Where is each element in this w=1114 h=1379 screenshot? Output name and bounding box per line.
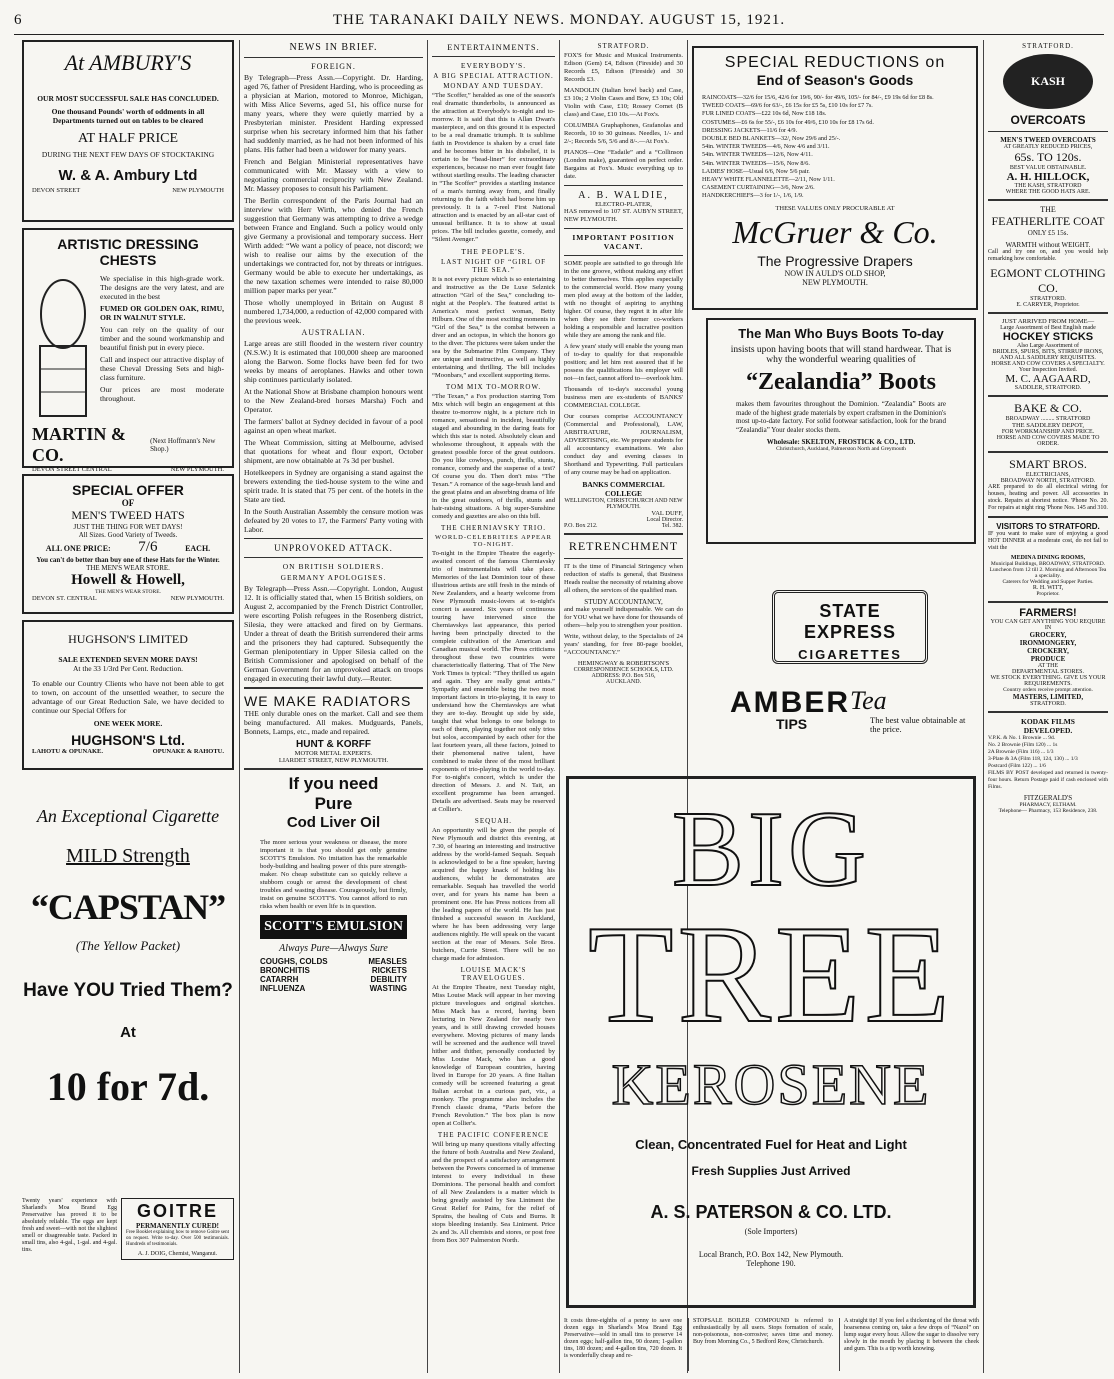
ambury-title: At AMBURY'S bbox=[64, 50, 192, 75]
column-2: NEWS IN BRIEF. FOREIGN. By Telegraph—Press Assn.—Copyright. Dr. Harding, aged 76, father of President Harding, who is proceeding as a physician at Marion, motored to Monroe, Michigan, with Miss Alice Severns, aged 51, his office nurse for many years, where they were quietly married by a Presbyterian minister. President Harding expressed surprise when his secretary informed him that his father had suddenly married, as he had not been informed of his plans. His father had been a widower for many years. French and Belgian Ministerial representatives have communicated with Mr. Massey with a view to negotiating commercial reciprocity with New Zealand. Mr. Massey proposes to consult his Parliament. The Berlin correspondent of the Paris Journal had an interview with Herr Wirth, who denied the French suggestion that Germany was attempting to drive a wedge between France and England. Such a policy would only give Germany a provisional and temporary success. Herr Wirth added: “We want a policy of peace, not discord; we wish to realise our aims by the execution of the undertakings we contracted for, not by threats or intrigues. Germany would be able to execute her undertakings, as the new taxation schemes were intended to raise 80,000 million paper marks per year.” Those wholly unemployed in Britain on August 8 numbered 1,734,000, a reduction of 42,000 compared with the previous week. AUSTRALIAN. Large areas are still flooded in the western river country (N.S.W.) It is estimated that 100,000 sheep are marooned along the Barwon. Some flocks have been fed for two weeks by means of aeroplanes. Hawks and other town ship continues particularly isolated. At the National Show at Brisbane champion honours went to the New Zealand-bred horses Marsha) Foch and Operator. The farmers' ballot at Sydney decided in favour of a pool against an open wheat market. The Wheat Commission, sitting at Melbourne, advised that quotations for wheat and flour export, October shipment, are now obtainable at 7s 3d per bushel. Hotelkeepers in Sydney are organising a stand against the brewers extending the tied-house system to the wine and spirit trade. It is stated that 75 per cent. of the hotels in the State are tied. In the South Australian Assembly the censure motion was defeated by 20 votes to 17, the Farmers' Party voting with Labor. UNPROVOKED ATTACK. ON BRITISH SOLDIERS. GERMANY APOLOGISES. By Telegraph—Press Assn.—Copyright. London, August 12. It is officially stated that, when 15 British soldiers, on August 2, accompanied by the French District Controller, were escorting Polish refugees in the Rosenberg district, Silesia, they were attacked and fired on by Germans. Under a threat of death the British surrendered their arms and the prisoners they had captured. Subsequently the German plenipotentiary in Upper Silesia called on the British Commissioner and apologised on behalf of the German Government for an unprovoked attack on troops engaged in executing their lawful duty.—Reuter. WE MAKE RADIATORS THE only durable ones on the market. Call and see them being manufactured. All makes. Mudguards, Panels, Bonnets, Lamps, etc., made and repaired. HUNT & KORFF MOTOR METAL EXPERTS. LIARDET STREET, NEW PLYMOUTH. If you need Pure Cod Liver Oil The more serious your weakness or disease, the more important it is that you should get only genuine SCOTT'S Emulsion. No imitation has the remarkable body-building and healing power of this pure strength-maker. No cheap substitute can so quickly relieve a stubborn cough or arrest the development of chest troubles and wasting disease. Courageously, but firmly, insist on genuine SCOTT'S. You cannot afford to run risks when health or even life is in question. SCOTT'S EMULSION Always Pure—Always Sure COUGHS, COLDS BRONCHITIS CATARRH INFLUENZA MEASLES RICKETS DEBILITY WASTING bbox=[244, 42, 423, 993]
ad-big-tree-kerosene: BIG TREE KEROSENE Clean, Concentrated Fuel for Heat and Light Fresh Supplies Just Arrived A. S. PATERSON & CO. LTD. (Sole Importers) Local Branch, P.O. Box 142, New Plymouth. Telephone 190. bbox=[566, 776, 976, 1308]
column-4: STRATFORD. FOX'S for Music and Musical Instruments. Edison (Gem) £4, Edison (Fireside) and 30 Records £5, Edison (Fireside) and 30 Records £3. MANDOLIN (Italian bowl back) and Case, £3 10s; 2 Violin Cases and Bow, £3 10s; Old Violin with Case, £10; Rossey Cornet (B class) and Case, £10 10s.—At Fox's. COLUMBIA Graphaphones, Grafanolas and Records, 10 to 30 guineas. Needles, 1/- and 2/-; Records 5/6, 5/6 and 8/-.—At Fox's. PIANOS—One “Esdaile” and a “Collinson (London make), guaranteed on perfect order. Bargains at Fox's. Music everything up to date. A. B. WALDIE, ELECTRO-PLATER, HAS removed to 107 ST. AUBYN STREET, NEW PLYMOUTH. IMPORTANT POSITION VACANT. SOME people are satisfied to go through life in the one groove, without making any effort to better themselves. This applies especially to the commercial world. How many young men plod away at the bottom of the ladder, with no thought of aspiring to anything higher. Of course, they regret it in after life when they see their former co-workers holding a responsible and lucrative position while they are among the rank and file. A few years' study will enable the young man of to-day to qualify for that responsible position; and let him rest assured that if he possess the qualifications his employer will not—in fact, cannot afford to—overlook him. Thousands of to-day's successful young business men are ex-students of BANKS' COMMERCIAL COLLEGE. Our courses comprise ACCOUNTANCY (Commercial and Professional), LAW, ARBITRATURE, JOURNALISM, ADVERTISING, etc. We prepare students for all accountancy examinations. We also conduct day and evening classes in Shorthand and Typewriting. Full particulars of any course may be had on application. BANKS COMMERCIAL COLLEGE WELLINGTON, CHRISTCHURCH AND NEW PLYMOUTH. VAL DUFF, Local Director. P.O. Box 212. Tel. 382. RETRENCHMENT IT is the time of Financial Stringency when reduction of staffs is general, that Business Heads realise the necessity of retaining above all others, the services of the qualified man. STUDY ACCOUNTANCY, and make yourself indispensable. We can do for YOU what we have done for thousands of others—help you to strengthen your position. Write, without delay, to the Specialists of 24 years' standing, for free 80-page booklet, “ACCOUNTANCY.” HEMINGWAY & ROBERTSON'S CORRESPONDENCE SCHOOLS, LTD. ADDRESS: P.O. Box 516, AUCKLAND. bbox=[564, 42, 684, 685]
dressing-chest-illustration bbox=[32, 274, 94, 424]
ad-martin: ARTISTIC DRESSING CHESTS We specialise in this high-grade work. The designs are the very latest, and are executed in the best FUMED OR GOLDEN OAK, RIMU, OR IN WALNUT STYLE. You can rely on the quality of our timber and the sound workmanship and beautiful finish put in every piece. Call and inspect our attractive display of these Cheval Dressing Sets and high-class furniture. Our prices are most moderate throughout. MARTIN & CO. (Next Hoffmann's New Shop.) DEVON STREET CENTRAL NEW PLYMOUTH. bbox=[22, 228, 234, 468]
ad-hunt-korff: WE MAKE RADIATORS THE only durable ones on the market. Call and see them being manufactured. All makes. Mudguards, Panels, Bonnets, Lamps, etc., made and repaired. HUNT & KORFF MOTOR METAL EXPERTS. LIARDET STREET, NEW PLYMOUTH. bbox=[244, 693, 423, 764]
ad-goitre: GOITRE PERMANENTLY CURED! Free Booklet explaining how to remove Goitre sent on request. Write to-day. Over 500 testimonials. Hundreds of testimonials. A. J. DOIG, Chemist, Wanganui. bbox=[121, 1198, 234, 1260]
ad-zealandia: The Man Who Buys Boots To-day insists upon having boots that will stand hardwear. That is why the wonderful wearing qualities of “Zealandia” Boots makes them favourites throughout the Dominion. “Zealandia” Boots are made of the highest grade materials by expert craftsmen in the Dominion's most up-to-date factory. For solid footwear satisfaction, look for the brand “Zealandia” Your dealer stocks them. Wholesale: SKELTON, FROSTICK & CO., LTD. Christchurch, Auckland, Palmerston North and Greymouth bbox=[706, 318, 976, 544]
ad-scotts: If you need Pure Cod Liver Oil The more serious your weakness or disease, the more important it is that you should get only genuine SCOTT'S Emulsion. No imitation has the remarkable body-building and healing power of this pure strength-maker. No cheap substitute can so quickly relieve a stubborn cough or arrest the development of chest troubles and wasting disease. Courageously, but firmly, insist on genuine SCOTT'S. You cannot afford to run risks when health or even life is in question. SCOTT'S EMULSION Always Pure—Always Sure COUGHS, COLDS BRONCHITIS CATARRH INFLUENZA MEASLES RICKETS DEBILITY WASTING bbox=[260, 774, 407, 993]
hillock-badge-icon: KASH bbox=[1003, 54, 1093, 109]
column-stratford: STRATFORD. KASH OVERCOATS MEN'S TWEED OVERCOATS AT GREATLY REDUCED PRICES, 65s. TO 120s. BEST VALUE OBTAINABLE. A. H. HILLOCK, THE KASH, STRATFORD WHERE THE GOOD HATS ARE. THE FEATHERLITE COAT ONLY £5 15s. WARMTH without WEIGHT. Call and try one on, and you would help remarking how comfortable. EGMONT CLOTHING CO. STRATFORD. E. CARRYER, Proprietor. JUST ARRIVED FROM HOME— Large Assortment of Best English made HOCKEY STICKS Also Large Assortment of BRIDLES, SPURS, BITS, STIRRUP IRONS, AND ALL SADDLERY REQUISITES. HORSE AND COW COVERS A SPECIALTY. Your Inspection Invited. M. C. AAGAARD, SADDLER, STRATFORD. BAKE & CO. BROADWAY ......... STRATFORD THE SADDLERY DEPOT, FOR WORKMANSHIP AND PRICE. HORSE AND COW COVERS MADE TO ORDER. SMART BROS. ELECTRICIANS, BROADWAY NORTH, STRATFORD. ARE prepared to do all electrical wiring for houses, heating and power. All accessories in stock. Repairs at shortest notice. 'Phone No. 20. For repairs at night ring 'Phone Nos. 145 and 310. VISITORS TO STRATFORD. IF you want to make sure of enjoying a good HOT DINNER at a moderate cost, do not fail to visit the MEDINA DINING ROOMS, Municipal Buildings, BROADWAY, STRATFORD. Luncheon from 12 till 2. Morning and Afternoon Tea a speciality. Caterers for Wedding and Supper Parties. R. H. WITT, Proprietor. FARMERS! YOU CAN GET ANYTHING YOU REQUIRE IN GROCERY, IRONMONGERY, CROCKERY, PRODUCE AT THE DEPARTMENTAL STORES. WE STOCK EVERYTHING. GIVE US YOUR REQUIREMENTS. Country orders receive prompt attention. MASTERS, LIMITED, STRATFORD. KODAK FILMS DEVELOPED. V.P.K. & No. 1 Brownie ... 9d. No. 2 Brownie (Film 120) ... 1s 2A Brownie (Film 116) ... 1/3 3-Plate & 3A (Film 118, 124, 130) ... 1/3 Postcard (Film 122) ... 1/6 FILMS BY POST developed and returned in twenty-four hours. Return Postage paid if cash enclosed with Films. FITZGERALD'S PHARMACY, ELTHAM. Telephone— Pharmacy, 153 Residence, 238. bbox=[988, 42, 1108, 814]
column-3: ENTERTAINMENTS. EVERYBODY'S. A BIG SPECIAL ATTRACTION. MONDAY AND TUESDAY. “The Scoffer,” heralded as one of the season's real dramatic thunderbolts, is announced as the attraction at Everybody's to-night and to-morrow. It is said that this is Allan Dwan's masterpiece, and on this ground it is expected to be a real dramatic triumph. It is sublime faith in Providence is shaken by a cruel fate and he becomes bitter in his disbelief, it is certain to be “head-liner” for extraordinary experiences, because no man ever fought fate without startling results. The leading character in “The Scoffer” provides a startling instance of a man's turning away from, and finally returning to the faith which had borne him up previously. It is a 7-reel First National attraction and is enacted by an all-star cast of unusual brilliance. It is to show at usual prices. The bill includes gazette, comedy, and “Silent Avenger.” THE PEOPLE'S. LAST NIGHT OF “GIRL OF THE SEA.” It is not every picture which is so entertaining and instructive as the De Luxe Selznick attraction “Girl of the Sea,” concluding to-night at the People's. The featured artist is America's most perfect woman, Betty Hilburn. One of the most exciting moments in “Girl of the Sea,” is the combat between a diver and an octopus, in which the honors go to the diver. The pictures were taken under the sea by the Submarine Film Company. They are unique and instructive, as well as highly entertaining and thrilling. The bill includes “Moonbars,” and excellent supporting items. TOM MIX TO-MORROW. “The Texan,” a Fox production starring Tom Mix which will begin an engagement at this theatre to-morrow night, is a picture rich in romance, sensational in incident, beautifully staged and abounding in the daring feats for which this star is noted. Absolutely clean and wholesome throughout, it appeals with the greatest possible force of the great outdoors. Do you like cowboys, punch, thrills, stunts, romance, comedy and the suspense of a test? Of course you do. Then don't miss “The Texan.” A romance of the sage-brush land and the great plains and an absorbing drama of life in the great outdoors, of thrills, stunts and hair-raising situations. A big super-Sunshine comedy and gazettes are also on this bill. THE CHERNIAVSKY TRIO. WORLD-CELEBRITIES APPEAR TO-NIGHT. To-night in the Empire Theatre the eagerly-awaited concert of the famous Cherniavsky trio of instrumentalists will take place. Memories of the last Dominion tour of these illustrious artists are still fresh in the minds of New Zealanders, and a hearty welcome from New Plymouth music-lovers at to-night's concert is assured. Six years of continuous touring have intervened since the Cherniavskys last appearance, this period having been principally directed to the complete cultivation of the American and Canadian musical world. The Press criticisms throughout these two countries were characteristically flattering. That of The New York Times is typical: “They thrilled us again and again. They are really great artists.” Sympathy and ensemble being the two most important factors in trio-playing, it is easy to understand how the Cherniavskys are what they are to-day. Brought up side by side, taught that what belongs to one belongs to each of them, playing together not only trios but solos, accompanied by each other for the last fourteen years, all these factors, joined to their phenomenal native talent, have combined to make three of the most brilliant exponents of trio-playing in the world to-day. For to-night's concert, which is under the direction of Messrs. J. and N. Tait, an excellent programme has been arranged. Details are advertised. Seats may be reserved at Collier's. SEQUAH. An opportunity will be given the people of New Plymouth and district this evening, at 7.30, of hearing an interesting and instructive address by the world-famed Sequah. Sequah is acknowledged to be a fine speaker, having acquired the happy knack of holding his audiences, whilst he demonstrates are remarkable. Sequah has travelled the world over, and for years his name has been a prominent one. He has Press notices from all the leading papers of the world. He has just finished a successful season in Auckland, where he has been addressing very large audiences nightly. He will speak on the vacant section at the rear of Messrs. Sole Bros. butchers, Currie Street. There will be no charge made for admission. LOUISE MACK'S TRAVELOGUES. At the Empire Theatre, next Tuesday night, Miss Louise Mack will appear in her moving picture travelogues and original sketches. Miss Mack has a record, having been lecturing in New Zealand for nearly two years, and is still drawing crowded houses everywhere. Moving pictures of many lands will be screened and the audience will travel hither and thither, personally conducted by Miss Louise Mack, who has a good knowledge of European countries, having lived in Europe for 20 years. A fine Italian comedy will be screened featuring a great Italian acrobat in a curious part, viz., a monkey. The programme also includes the French classic drama, “Paris before the French Revolution.” The box plan is now open at Collier's. THE PACIFIC CONFERENCE Will bring up many questions vitally affecting the future of both Australia and New Zealand, and the prospect of a satisfactory arrangement between the Powers concerned is of immense interest to every individual in these Dominions. The personal health and comfort of all New Zealanders is a matter which is being greatly assisted by Sea Lintment the Great Relief for Pains, for the relief of Sprains, the healing of Cuts and Burns. It stops bleeding instantly. Sea Liniment. Price 2s and 3s. All chemists and stores, or post free from Box 307 Palmerston North. bbox=[432, 42, 555, 1244]
bottom-strip: It costs three-eighths of a penny to save one dozen eggs in Sharland's Moa Brand Egg Preservative—sold in small tins to preserve 14 dozen eggs; half-gallon tins, 90 dozen; 1-gallon tins, 180 dozen; and 4-gallon tins, 720 dozen. It is wonderfully cheap and re- STOPSALE BOILER COMPOUND is referred to enthusiastically by all users. Stops formation of scale, non-poisonous, non-corrosive; saves time and money. Buy from Morning Co., 5 Bedford Row, Christchurch. A straight tip! If you feel a thickening of the throat with hoarseness coming on, take a few drops of “Nazol” on lump sugar every hour. Allow the sugar to dissolve very slowly in the mouth by placing it between the cheek and gum. This is a tip worth knowing. bbox=[564, 1318, 979, 1374]
column-1: At AMBURY'S OUR MOST SUCCESSFUL SALE HAS CONCLUDED. One thousand Pounds' worth of oddments in all Departments turned out on tables to be cleared AT HALF PRICE DURING THE NEXT FEW DAYS OF STOCKTAKING W. & A. Ambury Ltd DEVON STREET NEW PLYMOUTH ARTISTIC DRESSING CHESTS We specialise in this high-grade work. The designs are the very latest, and are executed in the best FUMED OR GOLDEN OAK, RIMU, OR IN WALNUT STYLE. You can rely on the quality of our timber and the sound workmanship and beautiful finish put in every piece. Call and inspect our attractive display of these Cheval Dressing Sets and high-class furniture. Our prices are most moderate throughout. MARTIN & CO. (Next Hoffmann's New Shop.) DEVON STREET CENTRAL NEW PLYMOUTH. SPECIAL OFFER OF MEN'S TWEED HATS JUST THE THING FOR WET DAYS! All Sizes. Good Variety of Tweeds. ALL ONE PRICE: 7/6 EACH. You can't do better than buy one of these Hats for the Winter. THE MEN'S WEAR STORE. Howell & Howell, THE MEN'S WEAR STORE. DEVON ST. CENTRAL NEW PLYMOUTH. HUGHSON'S LIMITED SALE EXTENDED SEVEN MORE DAYS! At the 33 1/3rd Per Cent. Reduction. To enable our Country Clients who have not been able to get to town, on account of the unsettled weather, to secure the advantage of our Great Reduction Sale, we have decided to continue our Special Offers for ONE WEEK MORE. HUGHSON'S Ltd. LAHOTU & OPUNAKE. OPUNAKE & RAHOTU. An Exceptional Cigarette MILD Strength “CAPSTAN” (The Yellow Packet) Have YOU Tried Them? At 10 for 7d. Twenty years' experience with Sharland's Moa Brand Egg Preservative has proved it to be absolutely reliable. The eggs are kept fresh and sweet—with not the slightest smell or disagreeable taste. Packed in small tins, also 4-gal., 1-gal. and 4-gal. tins. GOITRE PERMANENTLY CURED! Free Booklet explaining how to remove Goitre sent on request. Write to-day. Over 500 testimonials. Hundreds of testimonials. A. J. DOIG, Chemist, Wanganui. bbox=[22, 40, 234, 1373]
mcgruer-firm: McGruer & Co. bbox=[732, 213, 938, 250]
page-number: 6 bbox=[14, 11, 23, 28]
ad-amber-tea: AMBER Tea TIPS The best value obtainable at the price. bbox=[730, 686, 966, 734]
ad-howell: SPECIAL OFFER OF MEN'S TWEED HATS JUST THE THING FOR WET DAYS! All Sizes. Good Variety of Tweeds. ALL ONE PRICE: 7/6 EACH. You can't do better than buy one of these Hats for the Winter. THE MEN'S WEAR STORE. Howell & Howell, THE MEN'S WEAR STORE. DEVON ST. CENTRAL NEW PLYMOUTH. bbox=[22, 474, 234, 614]
ad-state-express: STATE EXPRESS CIGARETTES bbox=[772, 590, 928, 664]
ad-capstan: An Exceptional Cigarette MILD Strength “CAPSTAN” (The Yellow Packet) Have YOU Tried Them? At 10 for 7d. bbox=[23, 806, 233, 1109]
masthead-title: THE TARANAKI DAILY NEWS. MONDAY. AUGUST 15, 1921. bbox=[332, 11, 786, 28]
masthead bbox=[14, 6, 1104, 35]
ad-mcgruer: SPECIAL REDUCTIONS on End of Season's Goods RAINCOATS—32/6 for 15/6, 42/6 for 19/6, 90/- for 49/6, 105/- for 84/-, £9 19s 6d for £8 8s. TWEED COATS—69/6 for 63/-, £6 15s for £5 5s, £10 10s for £7 7s. FUR LINED COATS—£22 10s 6d, Now £18 18s. COSTUMES—£6 6s for 55/-, £6 10s for 49/6, £10 10s for £8 17s 6d. DRESSING JACKETS—11/6 for 4/9. DOUBLE BED BLANKETS—32/, Now 29/6 and 25/-. 54in. WINTER TWEEDS—4/6, Now 4/6 and 3/11. 54in. WINTER TWEEDS—12/6, Now 4/11. 54in. WINTER TWEEDS—15/6, Now 8/6. LADIES' HOSE—Usual 6/6, Now 5/6 pair. HEAVY WHITE FLANNELETTE—2/11, Now 1/11. CASEMENT CURTAINING—3/6, Now 2/6. HANDKERCHIEFS—3 for 1/-, 1/6, 1/9. THESE VALUES ONLY PROCURABLE AT McGruer & Co. The Progressive Drapers NOW IN AULD'S OLD SHOP, NEW PLYMOUTH. bbox=[692, 46, 978, 310]
ad-hughson: HUGHSON'S LIMITED SALE EXTENDED SEVEN MORE DAYS! At the 33 1/3rd Per Cent. Reduction. To enable our Country Clients who have not been able to get to town, on account of the unsettled weather, to secure the advantage of our Great Reduction Sale, we have decided to continue our Special Offers for ONE WEEK MORE. HUGHSON'S Ltd. LAHOTU & OPUNAKE. OPUNAKE & RAHOTU. bbox=[22, 620, 234, 770]
ambury-firm: W. & A. Ambury Ltd bbox=[58, 167, 198, 184]
ad-ambury: At AMBURY'S OUR MOST SUCCESSFUL SALE HAS CONCLUDED. One thousand Pounds' worth of oddments in all Departments turned out on tables to be cleared AT HALF PRICE DURING THE NEXT FEW DAYS OF STOCKTAKING W. & A. Ambury Ltd DEVON STREET NEW PLYMOUTH bbox=[22, 40, 234, 222]
